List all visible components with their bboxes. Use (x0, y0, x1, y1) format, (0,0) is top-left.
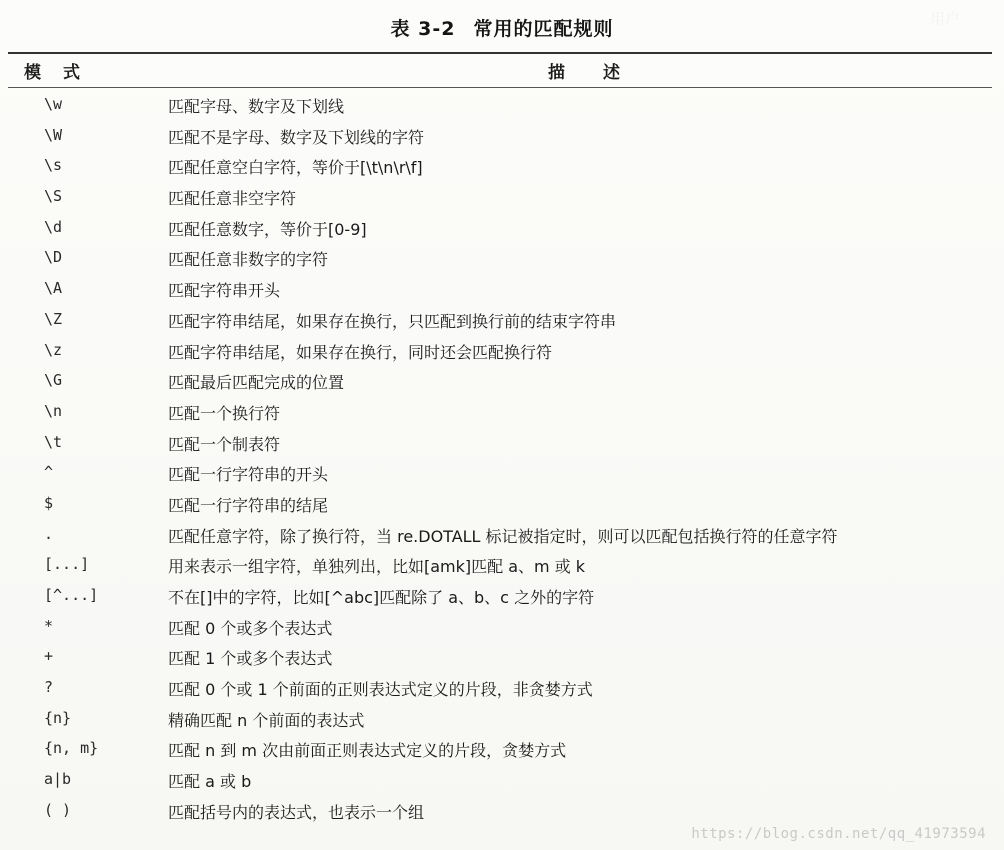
table-header-row (0, 58, 1004, 86)
regex-pattern: ( ) (44, 800, 72, 819)
pattern-description: 匹配字符串结尾，如果存在换行，只匹配到换行前的结束字符串 (168, 311, 617, 331)
regex-pattern: \t (44, 432, 63, 451)
pattern-description: 匹配任意非空字符 (168, 189, 297, 209)
pattern-description: 匹配不是字母、数字及下划线的字符 (168, 127, 425, 147)
regex-pattern: \W (44, 125, 63, 144)
regex-pattern: + (44, 647, 54, 666)
regex-pattern: \Z (44, 309, 63, 328)
table-row (0, 640, 1004, 671)
table-caption (0, 14, 1004, 41)
regex-pattern: {n} (44, 708, 72, 727)
table-row (0, 518, 1004, 549)
table-top-rule (8, 52, 992, 54)
table-row (0, 732, 1004, 763)
regex-pattern: \G (44, 371, 63, 390)
pattern-description: 匹配一行字符串的结尾 (168, 495, 329, 515)
regex-pattern: \S (44, 187, 63, 206)
pattern-description: 匹配任意数字，等价于[0-9] (168, 219, 367, 239)
table-row (0, 671, 1004, 702)
pattern-description: 匹配字符串结尾，如果存在换行，同时还会匹配换行符 (168, 342, 553, 362)
table-row (0, 88, 1004, 119)
pattern-description: 精确匹配 n 个前面的表达式 (168, 710, 365, 730)
table-title: 常用的匹配规则 (473, 18, 614, 40)
table-row (0, 272, 1004, 303)
regex-pattern: \w (44, 95, 63, 113)
regex-pattern: ? (44, 678, 54, 697)
table-row (0, 303, 1004, 334)
regex-pattern: \D (44, 248, 63, 267)
regex-pattern: [^...] (44, 586, 99, 604)
pattern-description: 不在[]中的字符，比如[^abc]匹配除了 a、b、c 之外的字符 (168, 588, 595, 607)
pattern-description: 匹配 1 个或多个表达式 (168, 649, 333, 669)
pattern-description: 匹配 n 到 m 次由前面正则表达式定义的片段，贪婪方式 (168, 741, 567, 761)
pattern-description: 匹配字母、数字及下划线 (168, 97, 345, 116)
regex-pattern: [...] (44, 555, 90, 574)
regex-pattern: ^ (44, 463, 54, 482)
table-row (0, 395, 1004, 426)
pattern-description: 匹配任意空白字符，等价于[\t\n\r\f] (168, 158, 423, 178)
regex-pattern: . (44, 524, 54, 543)
table-row (0, 794, 1004, 825)
regex-pattern: a|b (44, 770, 72, 789)
table-row (0, 579, 1004, 610)
bleed-through-text: 用户 (930, 10, 961, 28)
table-row (0, 702, 1004, 733)
regex-pattern: {n, m} (44, 739, 99, 758)
regex-pattern: \d (44, 217, 63, 236)
pattern-description: 匹配任意字符，除了换行符，当 re.DOTALL 标记被指定时，则可以匹配包括换行符的任意字符 (168, 526, 838, 546)
pattern-description: 匹配字符串开头 (168, 281, 281, 301)
pattern-description: 匹配任意非数字的字符 (168, 250, 329, 270)
pattern-description: 匹配一个换行符 (168, 403, 281, 423)
table-row (0, 364, 1004, 395)
regex-pattern: \A (44, 279, 63, 298)
table-row (0, 456, 1004, 487)
pattern-description: 匹配最后匹配完成的位置 (168, 373, 345, 393)
table-row (0, 180, 1004, 211)
table-row (0, 763, 1004, 794)
table-row (0, 119, 1004, 150)
table-number: 表 3-2 (390, 18, 456, 40)
table-row (0, 426, 1004, 457)
table-row (0, 610, 1004, 641)
regex-pattern: \z (44, 340, 63, 359)
table-row (0, 211, 1004, 242)
pattern-description: 匹配 a 或 b (168, 772, 252, 792)
table-row (0, 548, 1004, 579)
watermark-url: https://blog.csdn.net/qq_41973594 (691, 826, 986, 842)
table-row (0, 334, 1004, 365)
pattern-description: 匹配一行字符串的开头 (168, 465, 329, 485)
header-pattern: 模式 (24, 63, 102, 83)
regex-pattern: $ (44, 493, 54, 512)
table-row (0, 241, 1004, 272)
table-row (0, 487, 1004, 518)
regex-pattern: \n (44, 401, 63, 420)
pattern-description: 匹配 0 个或 1 个前面的正则表达式定义的片段，非贪婪方式 (168, 680, 593, 700)
table-body (0, 88, 1004, 825)
header-description: 描述 (548, 63, 658, 83)
regex-pattern: * (44, 616, 54, 635)
regex-pattern: \s (44, 156, 63, 175)
pattern-description: 匹配一个制表符 (168, 434, 281, 454)
pattern-description: 匹配 0 个或多个表达式 (168, 618, 333, 638)
table-row (0, 149, 1004, 180)
pattern-description: 用来表示一组字符，单独列出，比如[amk]匹配 a、m 或 k (168, 557, 586, 577)
pattern-description: 匹配括号内的表达式，也表示一个组 (168, 802, 425, 822)
